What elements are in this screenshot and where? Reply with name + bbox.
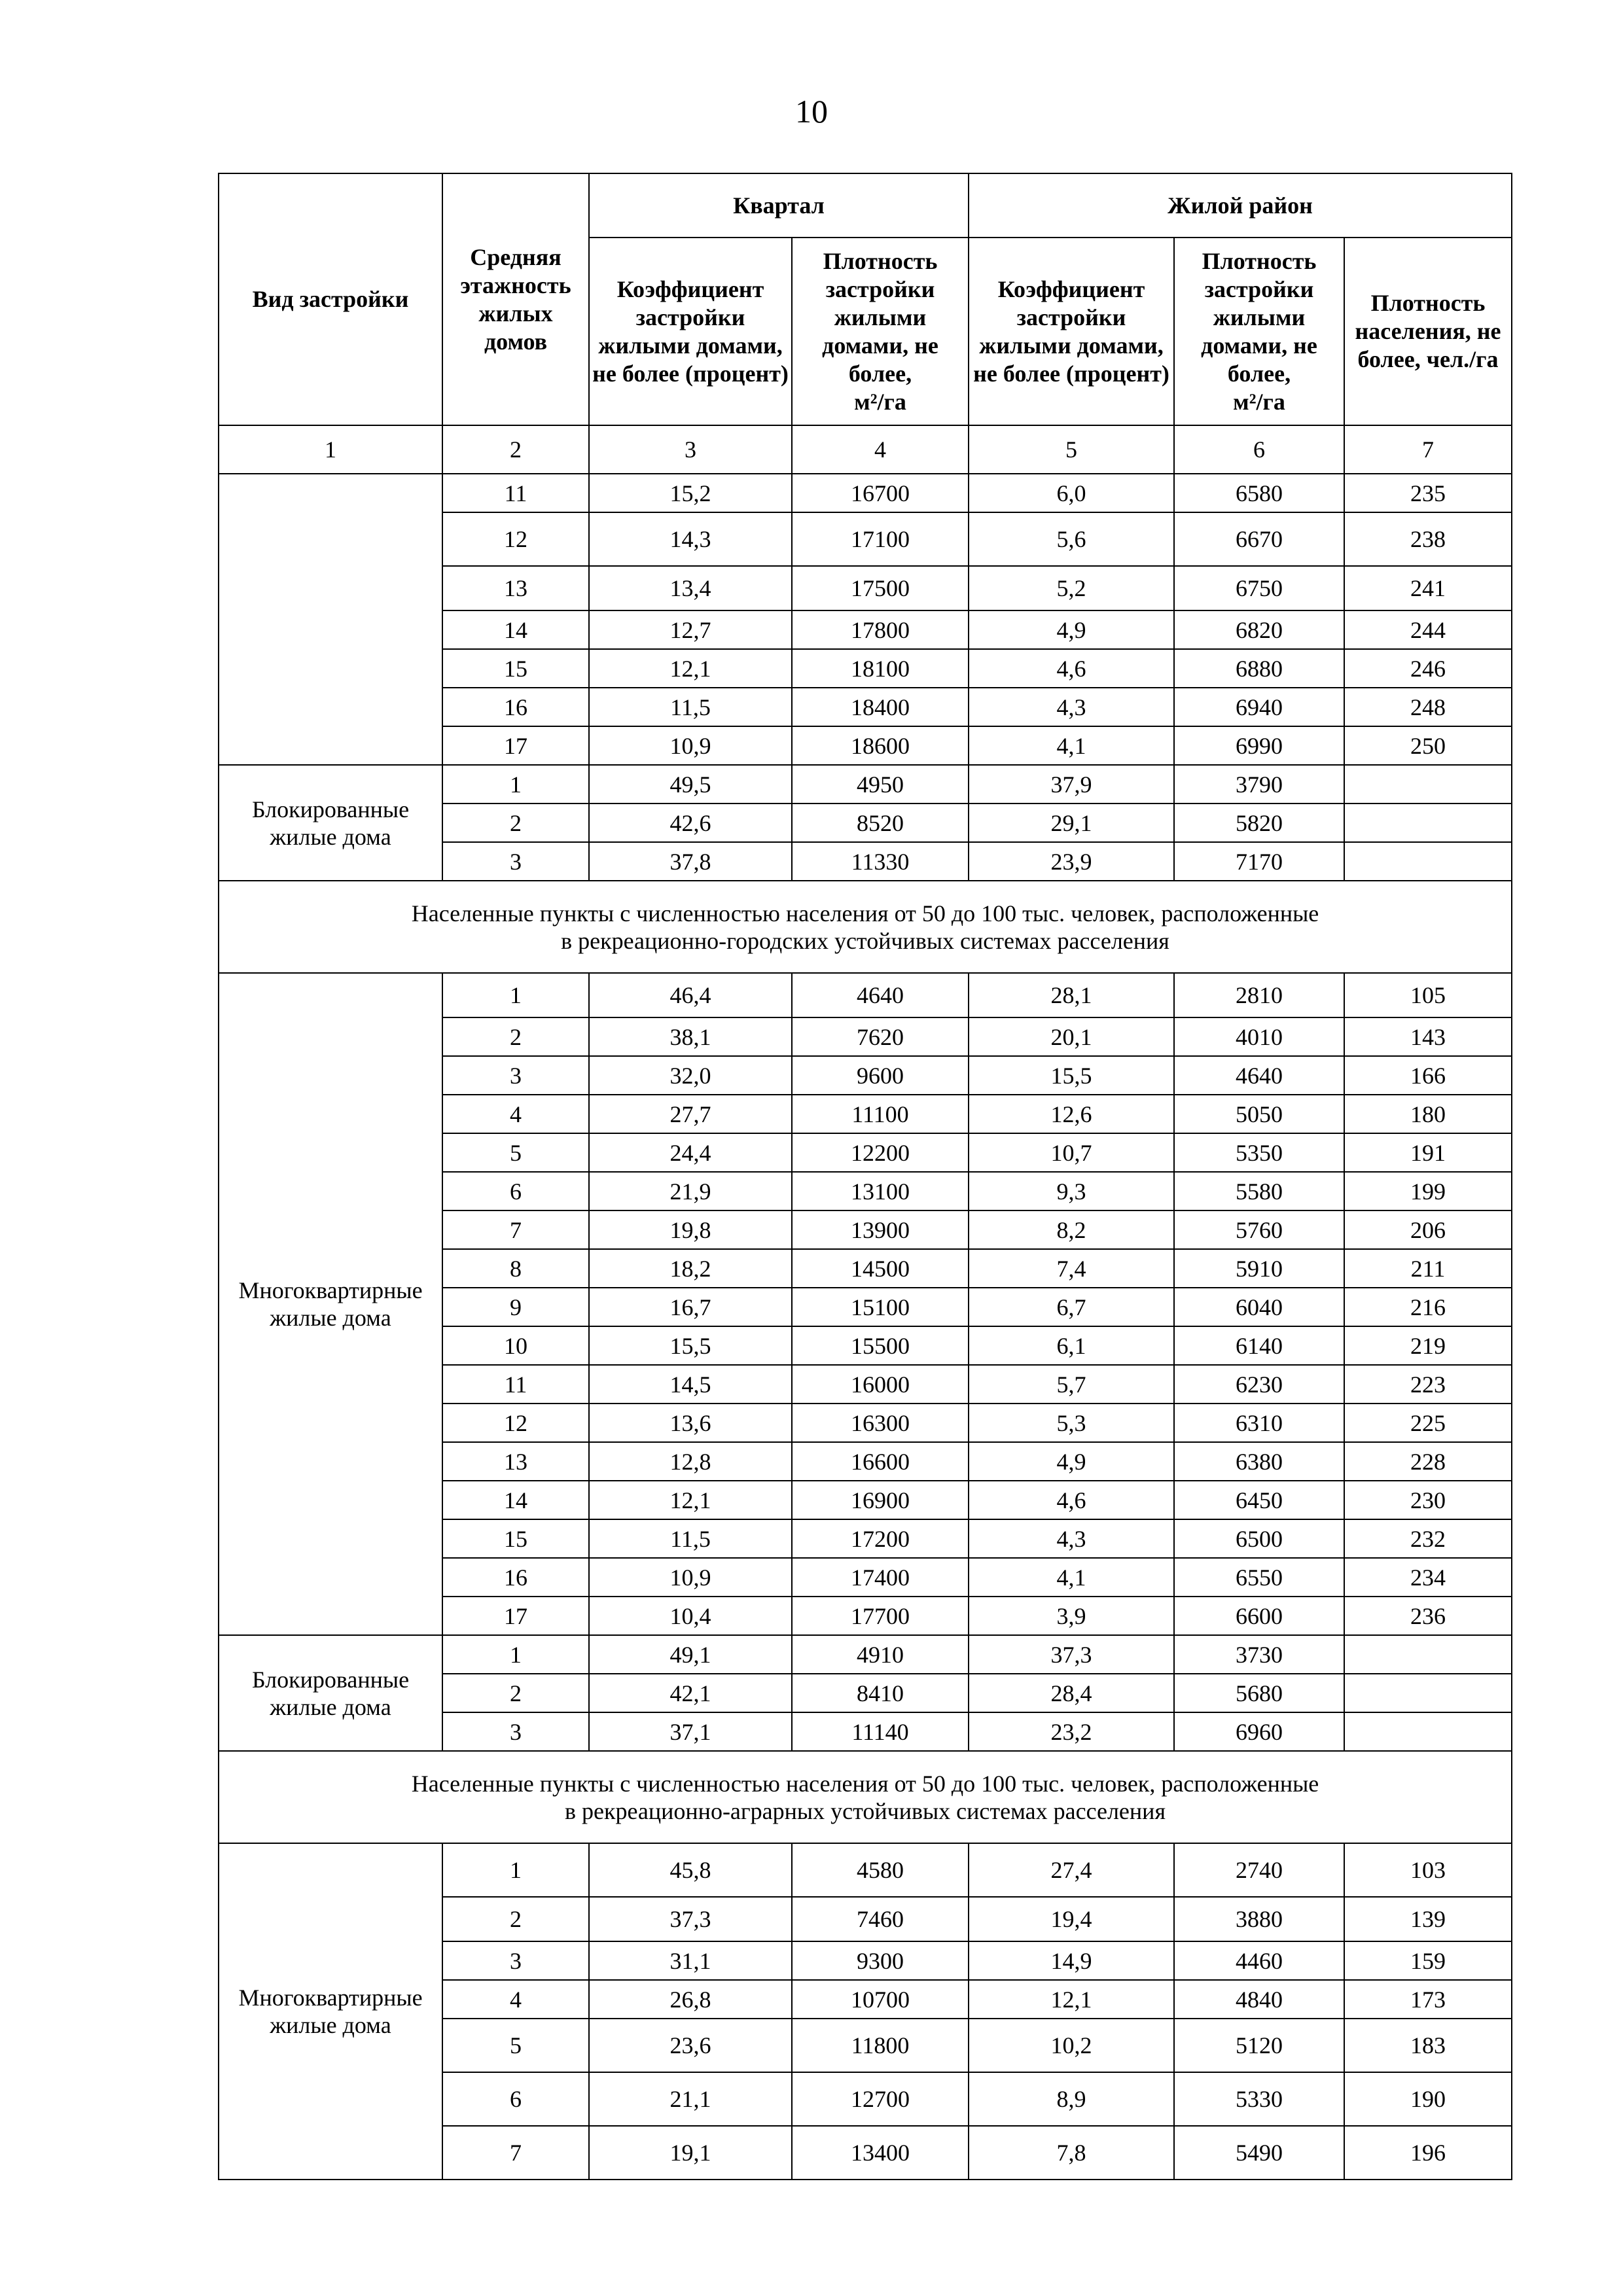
table-cell: 5910: [1174, 1249, 1344, 1288]
table-cell: 180: [1344, 1095, 1512, 1133]
table-cell: 6380: [1174, 1442, 1344, 1481]
header-rayon-density-unit: м²/га: [1233, 388, 1285, 415]
table-cell: 4910: [792, 1635, 969, 1674]
table-cell: 32,0: [589, 1056, 792, 1095]
table-cell: 3: [442, 1056, 589, 1095]
table-cell: 37,1: [589, 1712, 792, 1751]
table-cell: 12,1: [589, 1481, 792, 1519]
building-type-cell: [219, 474, 442, 765]
table-cell: 5: [442, 1133, 589, 1172]
table-cell: 10,9: [589, 726, 792, 765]
table-cell: 19,8: [589, 1210, 792, 1249]
table-cell: 6,0: [969, 474, 1174, 512]
table-cell: 199: [1344, 1172, 1512, 1210]
table-cell: 4,3: [969, 1519, 1174, 1558]
table-cell: 6580: [1174, 474, 1344, 512]
table-cell: 6820: [1174, 610, 1344, 649]
table-cell: 6880: [1174, 649, 1344, 688]
table-cell: [1344, 842, 1512, 881]
table-cell: 3,9: [969, 1597, 1174, 1635]
header-zhiloy-rayon: Жилой район: [969, 173, 1512, 238]
table-cell: 19,4: [969, 1897, 1174, 1941]
table-cell: 10: [442, 1326, 589, 1365]
table-cell: 18400: [792, 688, 969, 726]
table-cell: 11140: [792, 1712, 969, 1751]
building-type-cell: Блокированные жилые дома: [219, 765, 442, 881]
table-cell: 46,4: [589, 973, 792, 1017]
table-cell: 6: [442, 1172, 589, 1210]
table-cell: 7170: [1174, 842, 1344, 881]
table-cell: 16900: [792, 1481, 969, 1519]
table-cell: [1344, 804, 1512, 842]
table-cell: 7,4: [969, 1249, 1174, 1288]
table-cell: 17200: [792, 1519, 969, 1558]
table-cell: 13400: [792, 2126, 969, 2180]
table-cell: 18100: [792, 649, 969, 688]
table-cell: 20,1: [969, 1017, 1174, 1056]
table-cell: 5580: [1174, 1172, 1344, 1210]
table-cell: 11,5: [589, 688, 792, 726]
table-cell: 10,7: [969, 1133, 1174, 1172]
table-cell: 15: [442, 1519, 589, 1558]
table-cell: 6310: [1174, 1404, 1344, 1442]
table-cell: 8: [442, 1249, 589, 1288]
table-cell: 5820: [1174, 804, 1344, 842]
table-cell: 2: [442, 1897, 589, 1941]
table-cell: 16: [442, 1558, 589, 1597]
table-cell: 3730: [1174, 1635, 1344, 1674]
table-cell: 12: [442, 1404, 589, 1442]
table-cell: 23,2: [969, 1712, 1174, 1751]
table-cell: 15500: [792, 1326, 969, 1365]
table-cell: 6550: [1174, 1558, 1344, 1597]
col-number: 6: [1174, 425, 1344, 474]
table-cell: 3790: [1174, 765, 1344, 804]
table-cell: 5350: [1174, 1133, 1344, 1172]
table-cell: 37,9: [969, 765, 1174, 804]
table-cell: 37,3: [969, 1635, 1174, 1674]
table-cell: 21,1: [589, 2072, 792, 2126]
table-cell: 216: [1344, 1288, 1512, 1326]
table-cell: 4,1: [969, 1558, 1174, 1597]
header-rayon-coefficient: Коэффициент застройки жилыми домами, не более (процент): [969, 238, 1174, 425]
table-cell: 1: [442, 973, 589, 1017]
table-cell: 7620: [792, 1017, 969, 1056]
table-cell: 11,5: [589, 1519, 792, 1558]
table-cell: 244: [1344, 610, 1512, 649]
table-cell: 11: [442, 474, 589, 512]
table-cell: 159: [1344, 1941, 1512, 1980]
section-heading: [219, 881, 1512, 973]
table-cell: 143: [1344, 1017, 1512, 1056]
table-cell: 5760: [1174, 1210, 1344, 1249]
table-cell: 4840: [1174, 1980, 1344, 2019]
table-cell: 3: [442, 1712, 589, 1751]
table-cell: 15,5: [969, 1056, 1174, 1095]
table-cell: 2740: [1174, 1843, 1344, 1897]
table-row: [219, 1635, 1512, 1674]
table-cell: 166: [1344, 1056, 1512, 1095]
section-heading-line: Населенные пункты с численностью населения от 50 до 100 тыс. человек, расположенные: [411, 900, 1319, 927]
header-vid-zastroyki: Вид застройки: [219, 173, 442, 425]
table-cell: 14: [442, 1481, 589, 1519]
table-cell: 13100: [792, 1172, 969, 1210]
table-cell: 183: [1344, 2019, 1512, 2072]
table-cell: 10,4: [589, 1597, 792, 1635]
col-number: 7: [1344, 425, 1512, 474]
table-cell: 17500: [792, 566, 969, 610]
table-cell: 4,1: [969, 726, 1174, 765]
header-kvartal-density-text: Плотность застройки жилыми домами, не более,: [822, 247, 938, 387]
building-type-cell: Многоквартирные жилые дома: [219, 1843, 442, 2180]
table-cell: 16000: [792, 1365, 969, 1404]
table-cell: 4950: [792, 765, 969, 804]
table-cell: 38,1: [589, 1017, 792, 1056]
table-cell: 16700: [792, 474, 969, 512]
table-cell: 246: [1344, 649, 1512, 688]
table-cell: 12,8: [589, 1442, 792, 1481]
table-cell: 5,7: [969, 1365, 1174, 1404]
table-cell: 12,7: [589, 610, 792, 649]
table-cell: 14,9: [969, 1941, 1174, 1980]
header-kvartal: Квартал: [589, 173, 969, 238]
table-cell: 37,8: [589, 842, 792, 881]
table-cell: 9,3: [969, 1172, 1174, 1210]
table-cell: 21,9: [589, 1172, 792, 1210]
table-cell: 15: [442, 649, 589, 688]
table-cell: 5330: [1174, 2072, 1344, 2126]
table-cell: 12,1: [589, 649, 792, 688]
table-cell: 13,4: [589, 566, 792, 610]
building-type-cell: Блокированные жилые дома: [219, 1635, 442, 1751]
table-cell: 234: [1344, 1558, 1512, 1597]
table-cell: 6230: [1174, 1365, 1344, 1404]
table-cell: 45,8: [589, 1843, 792, 1897]
table-row: [219, 474, 1512, 512]
table-cell: 6960: [1174, 1712, 1344, 1751]
table-cell: 1: [442, 1843, 589, 1897]
table-cell: 49,1: [589, 1635, 792, 1674]
table-cell: 16,7: [589, 1288, 792, 1326]
table-cell: 5: [442, 2019, 589, 2072]
table-cell: 16600: [792, 1442, 969, 1481]
header-population-density: Плотность населения, не более, чел./га: [1344, 238, 1512, 425]
table-cell: 16: [442, 688, 589, 726]
table-cell: 15100: [792, 1288, 969, 1326]
table-cell: 27,4: [969, 1843, 1174, 1897]
table-cell: 4,9: [969, 610, 1174, 649]
col-number: 5: [969, 425, 1174, 474]
table-cell: [1344, 765, 1512, 804]
table-cell: 17800: [792, 610, 969, 649]
table-cell: 37,3: [589, 1897, 792, 1941]
table-cell: 225: [1344, 1404, 1512, 1442]
table-cell: 12200: [792, 1133, 969, 1172]
table-cell: 4580: [792, 1843, 969, 1897]
table-cell: 1: [442, 765, 589, 804]
table-cell: 6670: [1174, 512, 1344, 566]
table-cell: 14: [442, 610, 589, 649]
table-cell: 3: [442, 842, 589, 881]
section-row: [219, 1751, 1512, 1843]
table-cell: 14,3: [589, 512, 792, 566]
table-cell: 6,7: [969, 1288, 1174, 1326]
table-cell: 5,6: [969, 512, 1174, 566]
table-cell: 248: [1344, 688, 1512, 726]
table-cell: 6750: [1174, 566, 1344, 610]
table-cell: 17: [442, 1597, 589, 1635]
table-cell: 12,6: [969, 1095, 1174, 1133]
table-cell: 27,7: [589, 1095, 792, 1133]
table-cell: 3: [442, 1941, 589, 1980]
table-cell: 196: [1344, 2126, 1512, 2180]
table-cell: 15,2: [589, 474, 792, 512]
table-cell: 10700: [792, 1980, 969, 2019]
table-cell: 8410: [792, 1674, 969, 1712]
table-cell: 5,3: [969, 1404, 1174, 1442]
table-cell: 241: [1344, 566, 1512, 610]
table-cell: 26,8: [589, 1980, 792, 2019]
table-cell: 11100: [792, 1095, 969, 1133]
table-cell: 11: [442, 1365, 589, 1404]
table-cell: 139: [1344, 1897, 1512, 1941]
table-cell: 5120: [1174, 2019, 1344, 2072]
table-cell: 17: [442, 726, 589, 765]
building-density-table: [218, 173, 1512, 2180]
section-row: [219, 881, 1512, 973]
table-cell: 11330: [792, 842, 969, 881]
table-cell: 4640: [1174, 1056, 1344, 1095]
table-cell: 5,2: [969, 566, 1174, 610]
table-cell: 9300: [792, 1941, 969, 1980]
table-cell: 2: [442, 1674, 589, 1712]
table-cell: 12,1: [969, 1980, 1174, 2019]
table-cell: 250: [1344, 726, 1512, 765]
table-cell: 6990: [1174, 726, 1344, 765]
table-cell: 6940: [1174, 688, 1344, 726]
table-cell: 211: [1344, 1249, 1512, 1288]
table-cell: 2: [442, 1017, 589, 1056]
table-body: [219, 474, 1512, 2180]
table-cell: 4010: [1174, 1017, 1344, 1056]
table-cell: 6140: [1174, 1326, 1344, 1365]
building-type-cell: Многоквартирные жилые дома: [219, 973, 442, 1635]
table-cell: 10,9: [589, 1558, 792, 1597]
table-cell: 6,1: [969, 1326, 1174, 1365]
table-cell: 6040: [1174, 1288, 1344, 1326]
table-cell: 228: [1344, 1442, 1512, 1481]
table-cell: 9600: [792, 1056, 969, 1095]
table-cell: 17700: [792, 1597, 969, 1635]
table-cell: 23,9: [969, 842, 1174, 881]
section-heading: [219, 1751, 1512, 1843]
table-cell: 14,5: [589, 1365, 792, 1404]
table-cell: 173: [1344, 1980, 1512, 2019]
table-row: [219, 973, 1512, 1017]
table-cell: 16300: [792, 1404, 969, 1442]
table-cell: 191: [1344, 1133, 1512, 1172]
table-cell: 11800: [792, 2019, 969, 2072]
table-cell: 13: [442, 566, 589, 610]
table-cell: 12: [442, 512, 589, 566]
header-kvartal-density: [792, 238, 969, 425]
table-cell: 7: [442, 2126, 589, 2180]
table-cell: 15,5: [589, 1326, 792, 1365]
table-cell: 3880: [1174, 1897, 1344, 1941]
col-number: 2: [442, 425, 589, 474]
table-cell: 8520: [792, 804, 969, 842]
table-cell: [1344, 1674, 1512, 1712]
table-cell: 17400: [792, 1558, 969, 1597]
header-average-floors: Средняя этажность жилых домов: [442, 173, 589, 425]
table-cell: 236: [1344, 1597, 1512, 1635]
column-numbers-row: [219, 425, 1512, 474]
table-cell: 42,1: [589, 1674, 792, 1712]
table-row: [219, 765, 1512, 804]
table-cell: 4460: [1174, 1941, 1344, 1980]
table-cell: 103: [1344, 1843, 1512, 1897]
table-cell: 28,1: [969, 973, 1174, 1017]
header-rayon-density: [1174, 238, 1344, 425]
table-cell: 235: [1344, 474, 1512, 512]
table-cell: 230: [1344, 1481, 1512, 1519]
table-cell: 4,6: [969, 649, 1174, 688]
table-cell: 12700: [792, 2072, 969, 2126]
table-cell: 8,9: [969, 2072, 1174, 2126]
table-cell: 206: [1344, 1210, 1512, 1249]
table-row: [219, 1843, 1512, 1897]
col-number: 4: [792, 425, 969, 474]
table-cell: 13: [442, 1442, 589, 1481]
table-cell: 18600: [792, 726, 969, 765]
table-cell: [1344, 1635, 1512, 1674]
section-heading-line: Населенные пункты с численностью населения от 50 до 100 тыс. человек, расположенные: [411, 1770, 1319, 1797]
table-cell: 7460: [792, 1897, 969, 1941]
table-cell: 28,4: [969, 1674, 1174, 1712]
table-cell: 4,9: [969, 1442, 1174, 1481]
table-cell: 4: [442, 1095, 589, 1133]
table-cell: 13900: [792, 1210, 969, 1249]
header-kvartal-density-unit: м²/га: [854, 388, 906, 415]
table-cell: 14500: [792, 1249, 969, 1288]
table-cell: 105: [1344, 973, 1512, 1017]
table-cell: 49,5: [589, 765, 792, 804]
section-heading-line: в рекреационно-аграрных устойчивых системах расселения: [565, 1797, 1166, 1824]
table-cell: 24,4: [589, 1133, 792, 1172]
table-cell: 7,8: [969, 2126, 1174, 2180]
table-cell: 6600: [1174, 1597, 1344, 1635]
table-cell: 6500: [1174, 1519, 1344, 1558]
table-cell: 18,2: [589, 1249, 792, 1288]
table-cell: 4640: [792, 973, 969, 1017]
table-cell: [1344, 1712, 1512, 1751]
table-cell: 2: [442, 804, 589, 842]
table-cell: 190: [1344, 2072, 1512, 2126]
table-cell: 8,2: [969, 1210, 1174, 1249]
table-cell: 7: [442, 1210, 589, 1249]
table-cell: 5680: [1174, 1674, 1344, 1712]
table-cell: 6: [442, 2072, 589, 2126]
table-cell: 23,6: [589, 2019, 792, 2072]
table-cell: 17100: [792, 512, 969, 566]
table-cell: 9: [442, 1288, 589, 1326]
table-cell: 6450: [1174, 1481, 1344, 1519]
table-cell: 4,6: [969, 1481, 1174, 1519]
table-cell: 5050: [1174, 1095, 1344, 1133]
table-cell: 31,1: [589, 1941, 792, 1980]
col-number: 3: [589, 425, 792, 474]
table-cell: 219: [1344, 1326, 1512, 1365]
table-cell: 42,6: [589, 804, 792, 842]
header-rayon-density-text: Плотность застройки жилыми домами, не более,: [1201, 247, 1317, 387]
table-cell: 4,3: [969, 688, 1174, 726]
table-cell: 19,1: [589, 2126, 792, 2180]
table-cell: 223: [1344, 1365, 1512, 1404]
table-cell: 5490: [1174, 2126, 1344, 2180]
table-cell: 2810: [1174, 973, 1344, 1017]
table-cell: 13,6: [589, 1404, 792, 1442]
col-number: 1: [219, 425, 442, 474]
page-number: 10: [795, 93, 828, 130]
table-cell: 4: [442, 1980, 589, 2019]
table-cell: 232: [1344, 1519, 1512, 1558]
table-cell: 238: [1344, 512, 1512, 566]
table-cell: 10,2: [969, 2019, 1174, 2072]
table-cell: 29,1: [969, 804, 1174, 842]
table-cell: 1: [442, 1635, 589, 1674]
section-heading-line: в рекреационно-городских устойчивых системах расселения: [561, 927, 1169, 954]
header-kvartal-coefficient: Коэффициент застройки жилыми домами, не более (процент): [589, 238, 792, 425]
